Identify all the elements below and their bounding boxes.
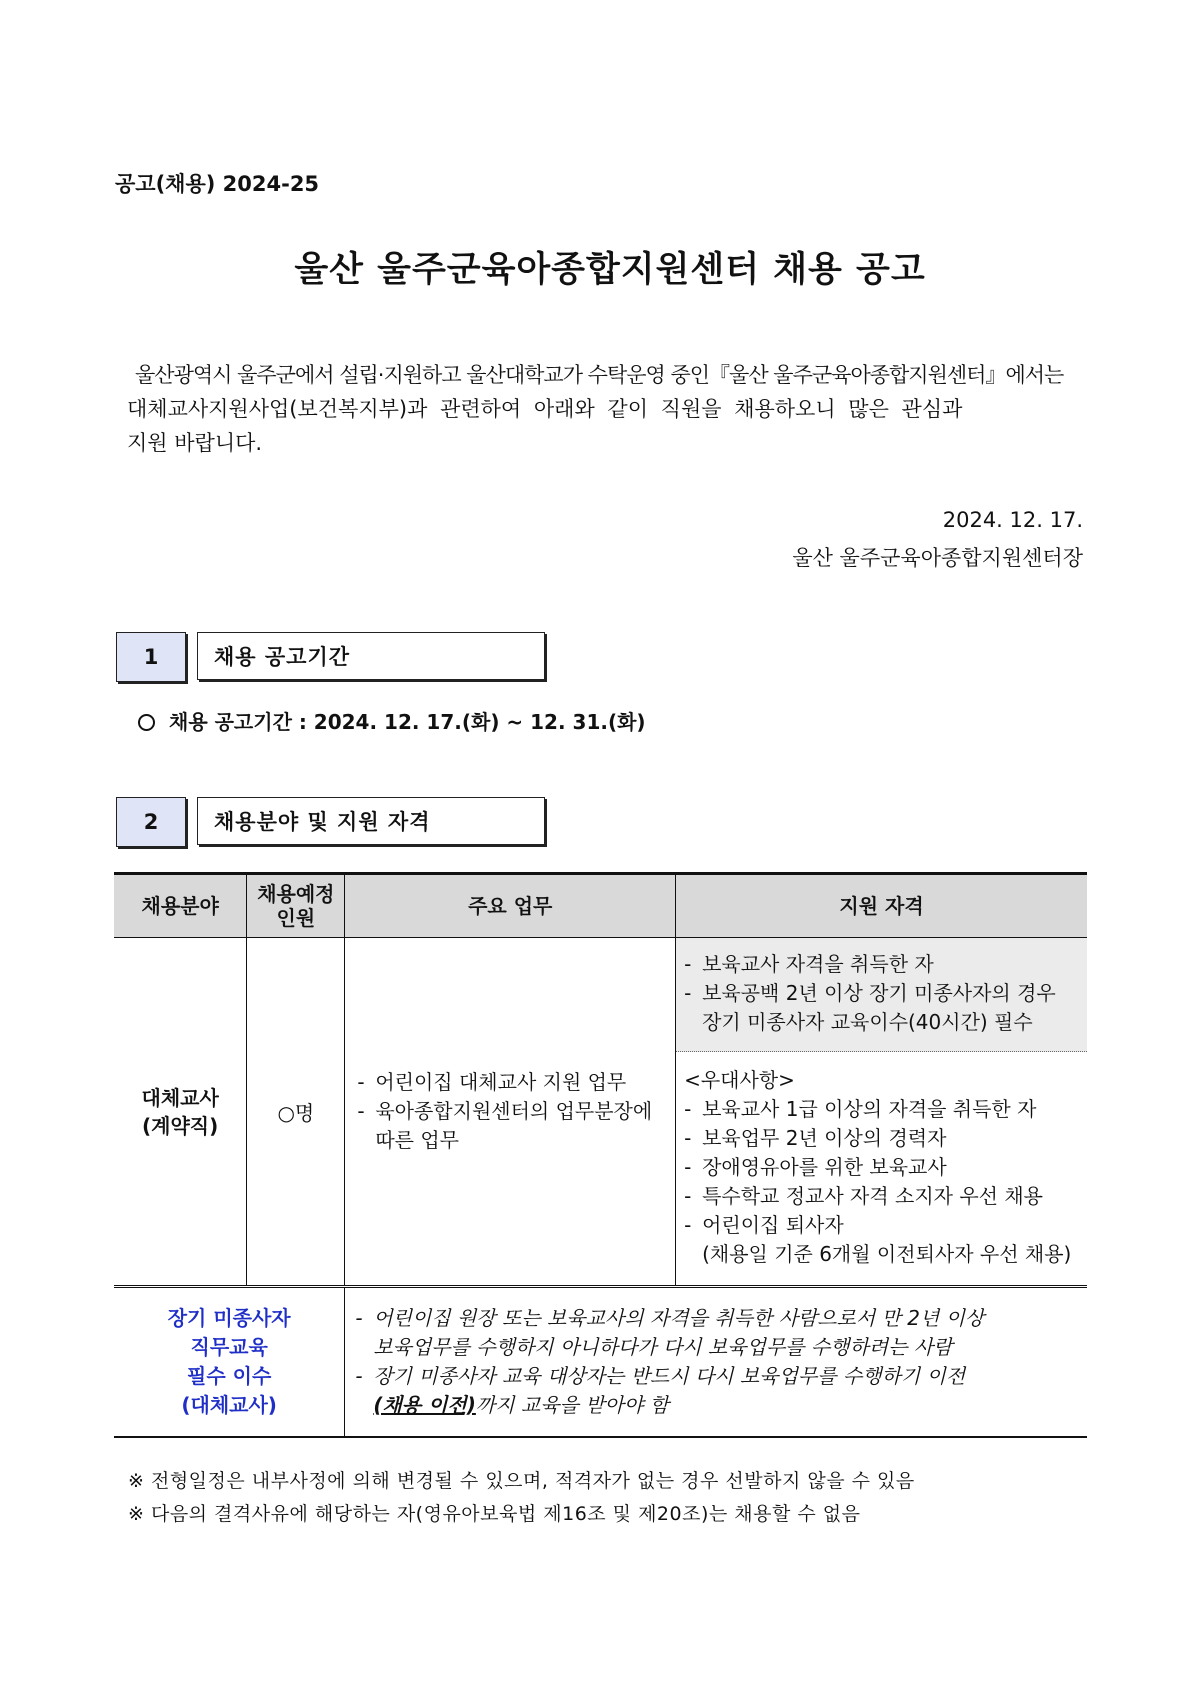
list-item: - 장기 미종사자 교육 대상자는 반드시 다시 보육업무를 수행하기 이전 — [351, 1362, 1083, 1391]
field-line-1: 대체교사 — [141, 1085, 219, 1110]
field-line-2: (계약직) — [142, 1113, 219, 1138]
preferred-label: <우대사항> — [684, 1068, 795, 1092]
preferred-qualifications — [676, 1052, 1087, 1285]
list-item: - 보육공백 2년 이상 장기 미종사자의 경우 — [680, 979, 1083, 1008]
list-item — [351, 1391, 1083, 1420]
issue-date: 2024. 12. 17. — [942, 508, 1083, 532]
section-1-number: 1 — [116, 632, 186, 682]
qualifications-cell — [676, 938, 1087, 1287]
header-count — [247, 874, 345, 938]
table-row — [114, 938, 1087, 1287]
list-item: 따른 업무 — [375, 1128, 459, 1152]
list-item: (채용일 기준 6개월 이전퇴사자 우선 채용) — [702, 1242, 1072, 1266]
note-2: ※ 다음의 결격사유에 해당하는 자(영유아보육법 제16조 및 제20조)는 채용할 수 없음 — [128, 1503, 861, 1525]
training-content-cell — [345, 1287, 1087, 1438]
recruitment-period — [138, 706, 646, 735]
emphasis-text: (채용 이전) — [373, 1393, 476, 1417]
intro-line-1: 울산광역시 울주군에서 설립·지원하고 울산대학교가 수탁운영 중인『울산 울주군육아종합지원센터』에서는 — [135, 363, 1064, 387]
count-cell: ○명 — [247, 938, 345, 1287]
notice-number: 공고(채용) 2024-25 — [115, 172, 320, 196]
list-item: - 육아종합지원센터의 업무분장에 — [353, 1097, 671, 1126]
list-item: 장기 미종사자 교육이수(40시간) 필수 — [702, 1010, 1033, 1034]
duties-cell — [345, 938, 676, 1287]
header-qualifications: 지원 자격 — [676, 874, 1087, 938]
list-item: - 보육교사 자격을 취득한 자 — [680, 950, 1083, 979]
list-item: - 보육교사 1급 이상의 자격을 취득한 자 — [680, 1095, 1083, 1124]
list-item: - 보육업무 2년 이상의 경력자 — [680, 1124, 1083, 1153]
list-item: 보육업무를 수행하지 아니하다가 다시 보육업무를 수행하려는 사람 — [373, 1335, 953, 1359]
field-cell — [114, 938, 247, 1287]
section-2-number: 2 — [116, 797, 186, 847]
recruitment-table — [114, 872, 1087, 1438]
header-count-line-1: 채용예정 — [257, 882, 335, 906]
list-item: - 장애영유아를 위한 보육교사 — [680, 1153, 1083, 1182]
duties-list — [353, 1068, 671, 1155]
list-item: - 어린이집 퇴사자 — [680, 1211, 1083, 1240]
recruitment-period-text: 채용 공고기간 : 2024. 12. 17.(화) ~ 12. 31.(화) — [169, 710, 646, 734]
training-label-line-4: (대체교사) — [181, 1393, 277, 1417]
training-label-line-3: 필수 이수 — [187, 1364, 272, 1388]
header-duties: 주요 업무 — [345, 874, 676, 938]
list-item: - 어린이집 대체교사 지원 업무 — [353, 1068, 671, 1097]
intro-paragraph — [127, 358, 1087, 460]
training-label-cell — [114, 1287, 345, 1438]
training-label-line-2: 직무교육 — [190, 1335, 268, 1359]
table-header-row — [114, 874, 1087, 938]
intro-line-3: 지원 바랍니다. — [127, 431, 263, 455]
header-field: 채용분야 — [114, 874, 247, 938]
training-label-line-1: 장기 미종사자 — [167, 1306, 291, 1330]
section-2-title: 채용분야 및 지원 자격 — [197, 797, 545, 845]
intro-line-2: 대체교사지원사업(보건복지부)과 관련하여 아래와 같이 직원을 채용하오니 많은 관심과 — [127, 397, 963, 421]
circle-bullet-icon — [138, 714, 155, 731]
document-title: 울산 울주군육아종합지원센터 채용 공고 — [294, 250, 926, 290]
note-1: ※ 전형일정은 내부사정에 의해 변경될 수 있으며, 적격자가 없는 경우 선발하지 않을 수 있음 — [128, 1470, 915, 1492]
list-item: - 특수학교 정교사 자격 소지자 우선 채용 — [680, 1182, 1083, 1211]
training-tail-text: 까지 교육을 받아야 함 — [475, 1393, 669, 1417]
header-count-line-2: 인원 — [276, 906, 316, 930]
required-qualifications — [676, 938, 1087, 1052]
issuer-name: 울산 울주군육아종합지원센터장 — [792, 546, 1083, 570]
list-item: - 어린이집 원장 또는 보육교사의 자격을 취득한 사람으로서 만 2년 이상 — [351, 1304, 1083, 1333]
notes — [128, 1465, 915, 1531]
training-row — [114, 1287, 1087, 1438]
section-1-title: 채용 공고기간 — [197, 632, 545, 680]
